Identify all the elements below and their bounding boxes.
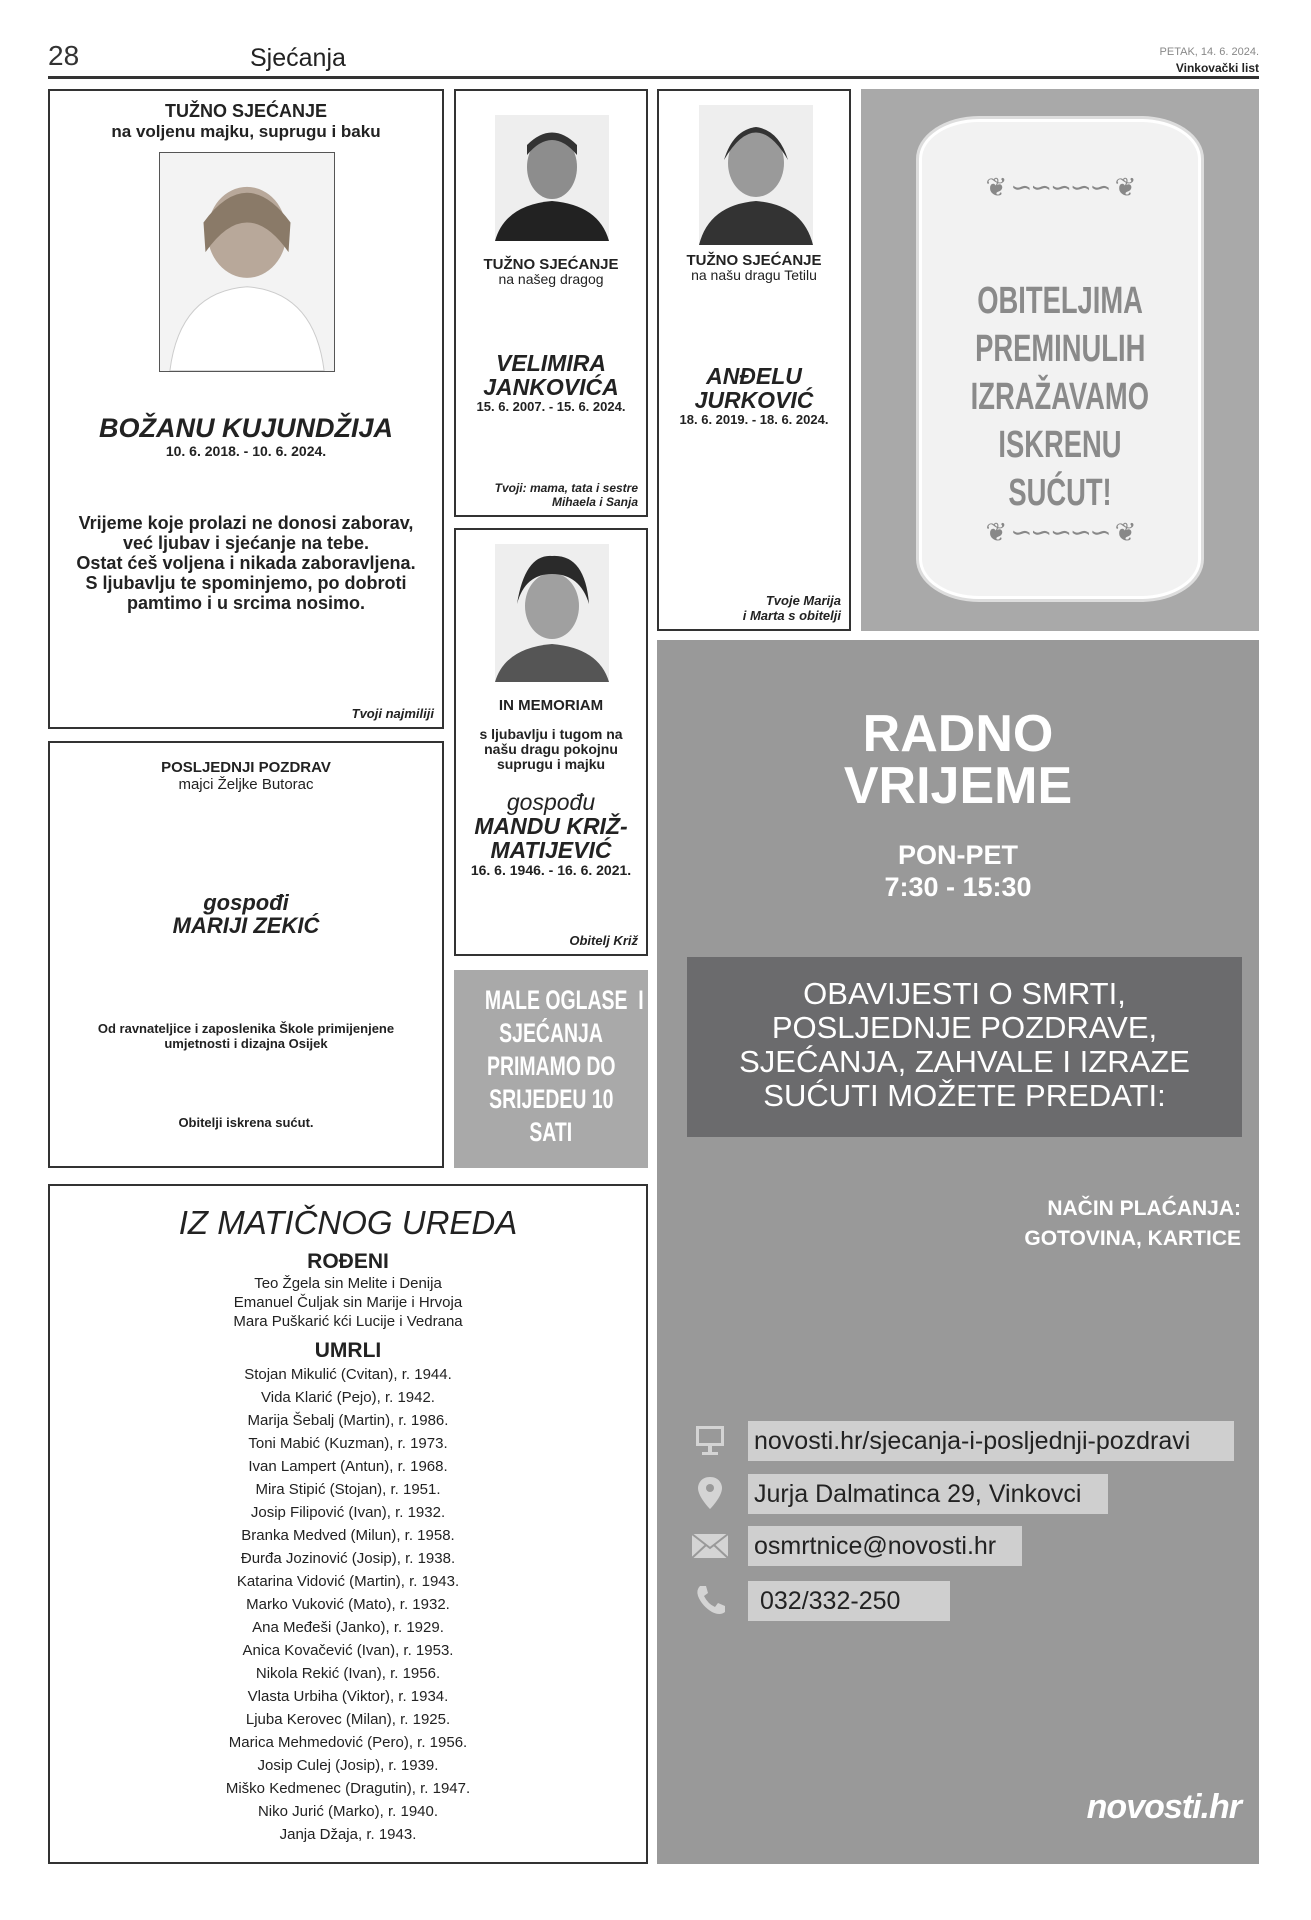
died-entry: Ivan Lampert (Antun), r. 1968. <box>248 1458 448 1475</box>
deceased-name <box>456 790 646 862</box>
died-entry: Ljuba Kerovec (Milan), r. 1925. <box>245 1711 451 1728</box>
deceased-name: BOŽANU KUJUNDŽIJA <box>98 413 393 443</box>
died-entry: Mira Stipić (Stojan), r. 1951. <box>255 1481 441 1498</box>
notice-dates: 16. 6. 1946. - 16. 6. 2021. <box>470 862 632 878</box>
phone-icon <box>690 1580 730 1620</box>
notice-closing: Obitelji iskrena sućut. <box>178 1115 314 1130</box>
name-line: MATIJEVIĆ <box>490 837 612 863</box>
notice-from <box>50 1021 442 1051</box>
notice-mandu <box>454 528 648 956</box>
notice-dates: 10. 6. 2018. - 10. 6. 2024. <box>165 443 327 459</box>
portrait-photo <box>699 105 813 245</box>
notice-heading: IN MEMORIAM <box>498 697 604 714</box>
notice-subheading: na našeg dragog <box>498 271 604 287</box>
email-link[interactable]: osmrtnice@novosti.hr <box>748 1526 1022 1566</box>
name-prefix: gospođu <box>506 789 596 815</box>
verse-line: Vrijeme koje prolazi ne donosi zaborav, <box>78 513 414 533</box>
died-entry: Ana Međeši (Janko), r. 1929. <box>252 1619 444 1636</box>
verse-line: pamtimo i u srcima nosimo. <box>126 593 366 613</box>
notice-signature: Obitelj Križ <box>569 933 638 948</box>
name-line: VELIMIRA <box>496 350 606 376</box>
signature-line: Tvoji: mama, tata i sestre <box>494 481 638 495</box>
ad-line: IZRAŽAVAMO <box>970 376 1150 418</box>
banner-line: PRIMAMO DO <box>486 1051 616 1081</box>
died-entry: Vida Klarić (Pejo), r. 1942. <box>261 1389 435 1406</box>
notice-heading: POSLJEDNJI POZDRAV <box>161 759 331 776</box>
notice-andela <box>657 89 851 631</box>
ad-text <box>922 277 1198 517</box>
condolence-ad <box>861 89 1259 631</box>
name-line: MANDU KRIŽ- <box>474 813 628 839</box>
name-line: MARIJI ZEKIĆ <box>172 913 320 938</box>
died-entry: Josip Culej (Josip), r. 1939. <box>257 1757 439 1774</box>
hours-time: 7:30 - 15:30 <box>884 872 1032 902</box>
issue-date: PETAK, 14. 6. 2024. <box>1159 46 1259 58</box>
office-panel <box>657 640 1259 1864</box>
page-number: 28 <box>48 40 80 71</box>
deceased-name <box>659 364 849 412</box>
born-entry: Teo Žgela sin Melite i Denija <box>254 1275 442 1292</box>
monitor-icon <box>690 1420 730 1460</box>
born-entry: Emanuel Čuljak sin Marije i Hrvoja <box>233 1294 463 1311</box>
phone-number[interactable]: 032/332-250 <box>748 1581 950 1621</box>
small-ads-banner <box>454 970 648 1168</box>
ad-line: ISKRENU SUĆUT! <box>998 424 1122 514</box>
died-entry: Katarina Vidović (Martin), r. 1943. <box>236 1573 460 1590</box>
notice-verse <box>50 513 442 613</box>
banner-line: SJEĆANJA <box>499 1018 603 1048</box>
notice-dates: 18. 6. 2019. - 18. 6. 2024. <box>679 412 829 427</box>
deceased-name <box>50 891 442 937</box>
notice-signature <box>743 593 841 623</box>
submission-notice <box>687 957 1242 1137</box>
portrait-photo <box>495 115 609 241</box>
notice-dates: 15. 6. 2007. - 15. 6. 2024. <box>476 399 626 414</box>
name-prefix: gospođi <box>203 890 289 915</box>
notice-velimir <box>454 89 648 517</box>
died-list <box>50 1363 646 1846</box>
died-entry: Marko Vuković (Mato), r. 1932. <box>246 1596 450 1613</box>
name-line: ANĐELU <box>706 363 802 389</box>
text-line: suprugu i majku <box>496 756 606 772</box>
payment-line: NAČIN PLAĆANJA: <box>1047 1197 1241 1220</box>
flourish-top-icon: ❦ ∽∽∽∽∽ ❦ <box>985 172 1135 202</box>
notice-line: POSLJEDNJE POZDRAVE, <box>771 1010 1158 1045</box>
registry-title: IZ MATIČNOG UREDA <box>178 1204 518 1241</box>
notice-marija <box>48 741 444 1168</box>
notice-heading: TUŽNO SJEĆANJE <box>483 256 619 273</box>
notice-subheading: na voljenu majku, suprugu i baku <box>111 122 381 141</box>
paper-name: Vinkovački list <box>1175 61 1259 75</box>
signature-line: Mihaela i Sanja <box>551 495 638 509</box>
died-entry: Niko Jurić (Marko), r. 1940. <box>257 1803 439 1820</box>
envelope-icon <box>690 1526 730 1566</box>
deceased-name <box>456 351 646 399</box>
hours-days: PON-PET <box>897 840 1018 870</box>
portrait-photo <box>159 152 335 372</box>
verse-line: S ljubavlju te spominjemo, po dobroti <box>85 573 407 593</box>
died-entry: Janja Džaja, r. 1943. <box>279 1826 417 1843</box>
died-entry: Miško Kedmenec (Dragutin), r. 1947. <box>225 1780 471 1797</box>
header-rule <box>48 76 1259 79</box>
died-title: UMRLI <box>314 1339 382 1362</box>
notice-heading: TUŽNO SJEĆANJE <box>686 252 822 269</box>
name-line: JURKOVIĆ <box>694 387 814 413</box>
ad-line: OBITELJIMA <box>977 280 1143 322</box>
title-line: RADNO <box>862 705 1054 763</box>
ad-frame <box>919 119 1201 599</box>
notice-line: SJEĆANJA, ZAHVALE I IZRAZE <box>739 1044 1190 1079</box>
text-line: našu dragu pokojnu <box>484 741 618 757</box>
location-pin-icon <box>690 1473 730 1513</box>
novosti-logo: novosti.hr <box>1086 1788 1241 1826</box>
died-entry: Anica Kovačević (Ivan), r. 1953. <box>242 1642 454 1659</box>
born-entry: Mara Puškarić kći Lucije i Vedrana <box>233 1313 463 1330</box>
died-entry: Marija Šebalj (Martin), r. 1986. <box>247 1412 449 1429</box>
hours-title <box>657 705 1259 815</box>
died-entry: Marica Mehmedović (Pero), r. 1956. <box>228 1734 468 1751</box>
text-line: s ljubavlju i tugom na <box>479 726 623 742</box>
notice-line: SUĆUTI MOŽETE PREDATI: <box>763 1078 1166 1113</box>
portrait-photo <box>495 544 609 682</box>
address-field: Jurja Dalmatinca 29, Vinkovci <box>748 1474 1108 1514</box>
section-title: Sjećanja <box>250 44 346 72</box>
notice-line: OBAVIJESTI O SMRTI, <box>803 976 1126 1011</box>
notice-subheading: majci Željke Butorac <box>178 776 314 793</box>
notice-heading: TUŽNO SJEĆANJE <box>164 101 328 121</box>
banner-line: MALE OGLASE I <box>484 985 644 1015</box>
notice-signature <box>495 481 638 509</box>
from-line: Od ravnateljice i zaposlenika Škole primijenjene <box>97 1021 395 1036</box>
born-title: ROĐENI <box>307 1250 389 1273</box>
flourish-bottom-icon: ❦ ∽∽∽∽∽ ❦ <box>985 517 1135 547</box>
died-entry: Stojan Mikulić (Cvitan), r. 1944. <box>244 1366 452 1383</box>
name-line: JANKOVIĆA <box>483 374 619 400</box>
website-link[interactable]: novosti.hr/sjecanja-i-posljednji-pozdravi <box>748 1421 1234 1461</box>
died-entry: Josip Filipović (Ivan), r. 1932. <box>250 1504 446 1521</box>
verse-line: Ostat ćeš voljena i nikada zaboravljena. <box>76 553 416 573</box>
notice-subheading: na našu dragu Tetilu <box>691 267 817 283</box>
title-line: VRIJEME <box>843 757 1073 815</box>
banner-line: SATI <box>529 1117 573 1147</box>
from-line: umjetnosti i dizajna Osijek <box>164 1036 328 1051</box>
ad-line: PREMINULIH <box>974 328 1146 370</box>
payment-info <box>1024 1194 1241 1254</box>
notice-bozana <box>48 89 444 729</box>
signature-line: Tvoje Marija <box>765 593 841 608</box>
banner-line: SRIJEDEU 10 <box>488 1084 614 1114</box>
notice-signature: Tvoji najmiliji <box>351 706 434 721</box>
registry-office <box>48 1184 648 1864</box>
notice-text <box>456 727 646 772</box>
died-entry: Toni Mabić (Kuzman), r. 1973. <box>248 1435 448 1452</box>
died-entry: Vlasta Urbiha (Viktor), r. 1934. <box>247 1688 449 1705</box>
died-entry: Đurđa Jozinović (Josip), r. 1938. <box>240 1550 456 1567</box>
died-entry: Branka Medved (Milun), r. 1958. <box>241 1527 455 1544</box>
born-list <box>50 1274 646 1331</box>
payment-line: GOTOVINA, KARTICE <box>1024 1227 1241 1250</box>
verse-line: već ljubav i sjećanje na tebe. <box>122 533 370 553</box>
signature-line: i Marta s obitelji <box>742 608 841 623</box>
died-entry: Nikola Rekić (Ivan), r. 1956. <box>255 1665 441 1682</box>
